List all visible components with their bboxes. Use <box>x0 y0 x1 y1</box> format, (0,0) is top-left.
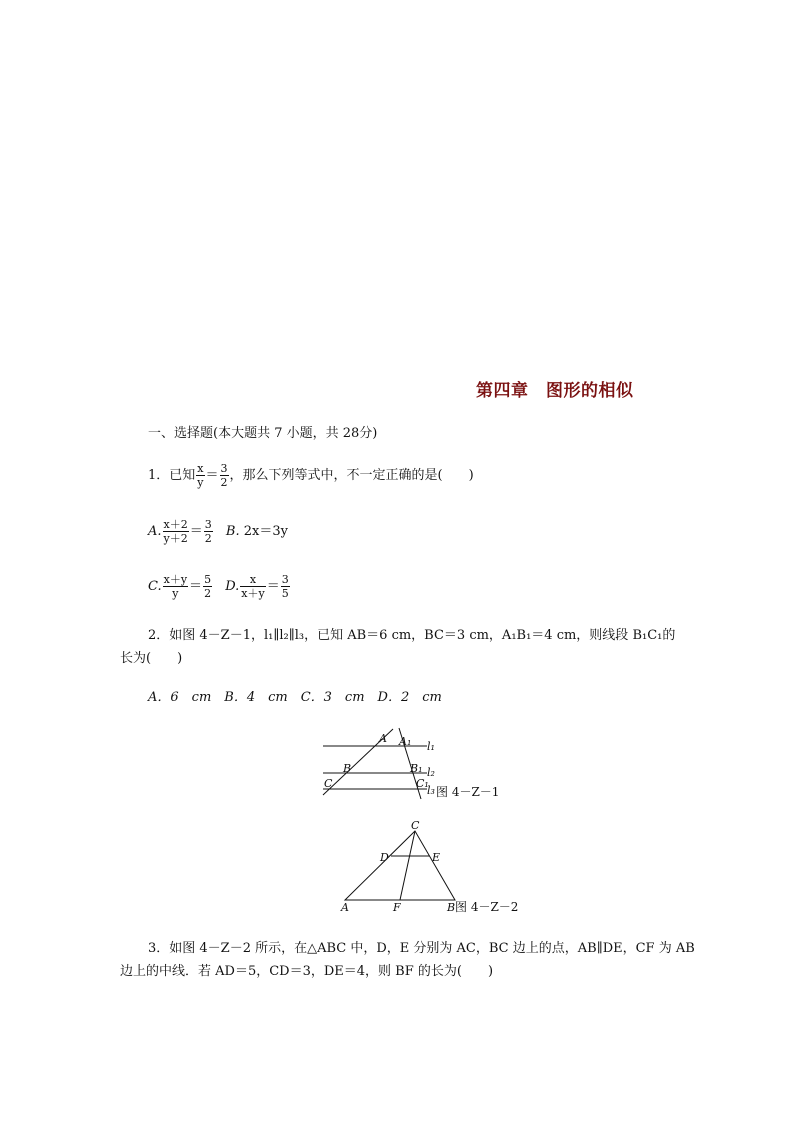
q1-options-cd <box>148 573 291 600</box>
q1-option-c-equals: ＝ <box>189 579 203 594</box>
fig1-label-c: C <box>324 777 333 790</box>
q2-options: A．6 cm B．4 cm C．3 cm D．2 cm <box>148 690 442 705</box>
q1-option-a-num: x＋2 <box>163 518 188 531</box>
chapter-title: 第四章 图形的相似 <box>476 381 634 401</box>
q1-option-c-num-2: 5 <box>204 573 212 586</box>
fig2-label-e: E <box>432 851 441 864</box>
q3-line-1: 3．如图 4－Z－2 所示，在△ABC 中，D，E 分别为 AC，BC 边上的点，AB∥DE，CF 为 AB <box>148 941 695 956</box>
figure-parallel-lines <box>315 725 455 805</box>
q1-option-d-label: D. <box>225 579 240 594</box>
triangle-abc <box>345 831 455 900</box>
q1-option-a-den: y＋2 <box>163 532 188 545</box>
fig2-label-a: A <box>341 901 349 914</box>
q1-option-a-num-2: 3 <box>204 518 212 531</box>
q1-option-b-text: 2x＝3y <box>243 524 288 539</box>
fig1-label-b: B <box>343 762 352 775</box>
q1-frac-den: y <box>197 476 204 489</box>
figure-2-caption: 图 4－Z－2 <box>455 900 519 914</box>
q1-option-c-fraction <box>163 573 188 600</box>
q1-option-d-den-2: 5 <box>281 587 289 600</box>
q1-option-a-den-2: 2 <box>204 532 212 545</box>
q1-option-c-den-2: 2 <box>204 587 212 600</box>
fig2-label-d: D <box>380 851 389 864</box>
q1-frac-num: x <box>197 462 204 475</box>
q1-option-c-fraction-2 <box>203 573 212 600</box>
q1-option-c-label: C. <box>148 579 162 594</box>
q1-option-c-den: y <box>172 587 179 600</box>
question-1 <box>148 462 474 489</box>
q1-option-d-equals: ＝ <box>266 579 280 594</box>
figure-1-caption: 图 4－Z－1 <box>436 785 500 799</box>
fig1-label-l1: l₁ <box>427 740 435 753</box>
q1-fraction <box>196 462 204 489</box>
q1-option-d-num: x <box>240 573 265 587</box>
q1-options-ab <box>148 518 288 545</box>
fig1-label-l2: l₂ <box>427 766 435 779</box>
q1-frac2-num: 3 <box>220 462 228 475</box>
q1-option-d-num-2: 3 <box>281 573 289 586</box>
q1-option-d-fraction <box>240 573 265 600</box>
section-heading: 一、选择题(本大题共 7 小题，共 28分) <box>148 426 378 441</box>
q2-line-2: 长为( ) <box>120 651 183 666</box>
q1-option-c-num: x＋y <box>163 573 188 586</box>
q2-line-1: 2．如图 4－Z－1，l₁∥l₂∥l₃，已知 AB＝6 cm，BC＝3 cm，A₁B₁＝4 cm，则线段 B₁C₁的 <box>148 628 676 643</box>
q1-option-a-equals: ＝ <box>189 524 203 539</box>
q1-option-a-label: A. <box>148 524 162 539</box>
fig1-label-a1: A₁ <box>399 735 412 748</box>
q1-frac2-den: 2 <box>220 476 228 489</box>
q1-option-a-fraction-2 <box>204 518 213 545</box>
q1-option-a-fraction <box>163 518 189 545</box>
q1-option-d-den: x＋y <box>241 587 265 600</box>
fig1-label-a: A <box>379 732 387 745</box>
q1-option-b-label: B. <box>225 524 240 539</box>
fig2-label-f: F <box>393 901 401 914</box>
fig1-label-b1: B₁ <box>410 762 423 775</box>
q3-line-2: 边上的中线．若 AD＝5，CD＝3，DE＝4，则 BF 的长为( ) <box>120 964 494 979</box>
q1-equals: ＝ <box>205 468 219 483</box>
fig2-label-b: B <box>447 901 456 914</box>
fig1-label-c1: C₁ <box>416 777 429 790</box>
fig2-label-c: C <box>411 820 420 832</box>
figure-triangle <box>335 820 460 915</box>
q1-fraction-2 <box>220 462 229 489</box>
fig1-label-l3: l₃ <box>427 784 435 797</box>
median-cf <box>400 831 415 900</box>
q1-prefix: 1．已知 <box>148 468 196 483</box>
q1-suffix: ，那么下列等式中，不一定正确的是( ) <box>229 468 474 483</box>
q1-option-d-fraction-2 <box>281 573 290 600</box>
